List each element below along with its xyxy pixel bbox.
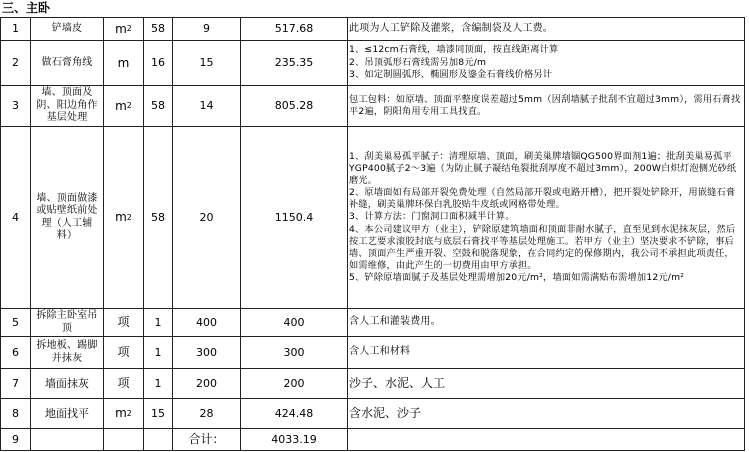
unit-text: m bbox=[115, 210, 127, 224]
remark-line: 3、如定制圆弧形、椭圆形及鎏金石膏线价格另计 bbox=[349, 69, 553, 81]
quantity: 58 bbox=[151, 22, 165, 36]
unit-price: 14 bbox=[199, 99, 214, 113]
unit-text: m bbox=[115, 98, 127, 113]
unit-price: 15 bbox=[199, 56, 214, 70]
grid-line bbox=[744, 17, 745, 451]
item-name: 做石膏角线 bbox=[41, 56, 93, 68]
total-label: 合计： bbox=[188, 432, 225, 446]
line-total: 424.48 bbox=[274, 406, 314, 420]
unit: m 2 bbox=[115, 98, 132, 113]
unit-text: m bbox=[115, 21, 127, 36]
unit: m 2 bbox=[115, 210, 132, 224]
quantity: 1 bbox=[154, 376, 162, 390]
unit-price: 28 bbox=[199, 406, 214, 420]
remark: 含人工和材料 bbox=[349, 346, 411, 358]
remark-line: 2、原墙面如有局部开裂免费处理（自然局部开裂或电路开槽），把开裂处铲除开，用嵌缝石膏补缝，刷美巢牌环保白乳胶贴牛皮纸或网格带处理。 bbox=[349, 187, 736, 211]
item-name: 地面找平 bbox=[45, 406, 89, 420]
row-number: 5 bbox=[12, 315, 19, 329]
item-name: 拆除主卧室吊顶 bbox=[36, 310, 98, 334]
unit-text: m bbox=[115, 406, 127, 420]
row-number: 8 bbox=[12, 406, 19, 420]
line-total: 517.68 bbox=[274, 22, 314, 36]
grid-line bbox=[347, 17, 348, 451]
grid-line bbox=[0, 450, 745, 451]
row-number: 4 bbox=[12, 210, 19, 224]
quantity: 58 bbox=[151, 210, 165, 224]
grid-line bbox=[0, 428, 745, 429]
unit bbox=[104, 369, 143, 398]
line-total: 400 bbox=[283, 315, 305, 329]
remark: 此项为人工铲除及灌浆，含编制袋及人工费。 bbox=[349, 22, 553, 34]
unit-text: 项 bbox=[117, 376, 130, 390]
remark bbox=[349, 41, 742, 85]
remark: 包工包料：如原墙、顶面平整度误差超过5mm（因刮墙腻子批刮不宜超过3mm），需用石膏找平2遍，阴阳角用专用工具找直。 bbox=[349, 93, 741, 117]
quantity: 15 bbox=[151, 406, 165, 420]
line-total: 200 bbox=[283, 376, 305, 390]
remark-line: 2、吊顶弧形石膏线需另加8元/m bbox=[349, 56, 487, 68]
item-name: 墙面抹灰 bbox=[45, 376, 89, 390]
unit-text: m bbox=[117, 55, 130, 70]
item-name: 铲墙皮 bbox=[51, 22, 83, 34]
remark-line: 4、本公司建议甲方（业主），铲除原建筑墙面和顶面非耐水腻子，直至见到水泥抹灰层，然后按工艺要求滚胶封底与底层石膏找平等基层处理施工。若甲方（业主）坚决要求不铲除，事后墙、顶面产生严重开裂、空鼓和脱落现象，在合同约定的保修期内，我公司不承担此项责任，如需维修，由此产生的一切费用由甲方承担。 bbox=[349, 223, 736, 271]
row-number: 6 bbox=[12, 345, 19, 359]
line-total: 235.35 bbox=[274, 56, 314, 70]
unit bbox=[104, 337, 143, 368]
quantity: 1 bbox=[154, 345, 162, 359]
unit: m 2 bbox=[115, 406, 132, 420]
unit-price: 9 bbox=[203, 22, 210, 36]
line-total: 805.28 bbox=[274, 99, 314, 113]
remark: 沙子、水泥、人工 bbox=[349, 376, 446, 390]
row-number: 3 bbox=[12, 99, 19, 113]
unit-price: 200 bbox=[196, 376, 217, 390]
unit bbox=[104, 309, 143, 336]
line-total: 300 bbox=[283, 345, 305, 359]
remark bbox=[349, 127, 742, 308]
item-name: 墙、顶面及阴、阳边角作基层处理 bbox=[36, 87, 98, 124]
row-number: 1 bbox=[12, 22, 19, 36]
unit-text: 项 bbox=[117, 345, 130, 359]
remark-line: 3、计算方法：门窗洞口面积减半计算。 bbox=[349, 211, 515, 223]
remark: 含人工和灌装费用。 bbox=[349, 316, 441, 328]
line-total: 1150.4 bbox=[274, 210, 314, 224]
remark-line: 5、铲除原墙面腻子及基层处理需增加20元/m²，墙面如需满贴布需增加12元/m² bbox=[349, 272, 685, 284]
item-name: 墙、顶面做漆或贴壁纸前处理（人工辅料） bbox=[36, 192, 98, 241]
remark-line: 1、刮美巢易孤平腻子：清理原墙、顶面，刷美巢牌墙锢QG500界面剂1遍；批刮美巢易孤平YGP400腻子2～3遍（为防止腻子凝结龟裂批刮厚度不超过3mm），200W白炽灯泡侧光砂纸磨光。 bbox=[349, 150, 737, 186]
quantity: 16 bbox=[151, 56, 165, 70]
unit: m 2 bbox=[115, 21, 132, 36]
unit-text: 项 bbox=[117, 315, 130, 329]
row-number: 7 bbox=[12, 376, 19, 390]
section-title: 三、主卧 bbox=[2, 1, 51, 15]
remark: 含水泥、沙子 bbox=[349, 406, 422, 420]
unit-price: 400 bbox=[196, 315, 217, 329]
unit-price: 20 bbox=[199, 210, 214, 224]
quantity: 58 bbox=[151, 99, 165, 113]
item-name: 拆地板、踢脚并抹灰 bbox=[36, 340, 98, 364]
row-number: 9 bbox=[12, 432, 19, 446]
unit bbox=[104, 41, 143, 85]
row-number: 2 bbox=[12, 56, 19, 70]
quantity: 1 bbox=[154, 315, 162, 329]
grand-total: 4033.19 bbox=[271, 432, 317, 446]
remark-line: 1、≤12cm石膏线，墙漆同顶面，按直线距离计算 bbox=[349, 44, 559, 56]
unit-price: 300 bbox=[196, 345, 217, 359]
